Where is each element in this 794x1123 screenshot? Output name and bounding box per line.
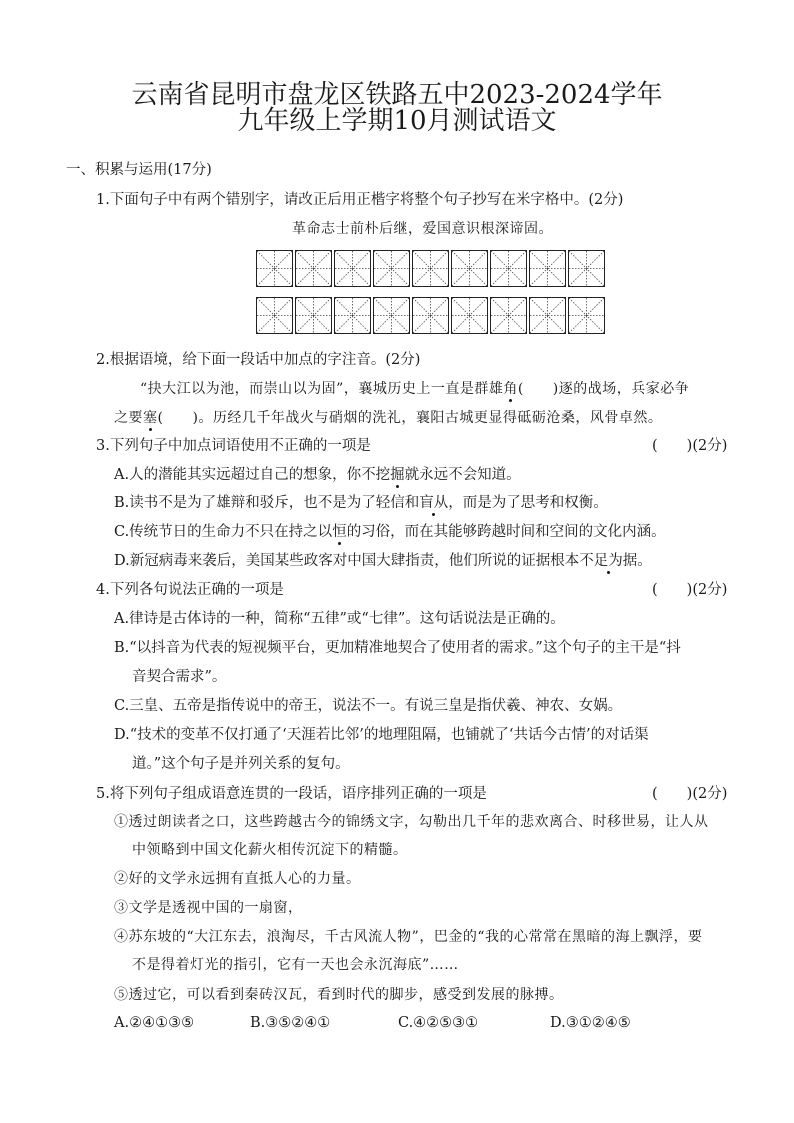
q3-option-d [114, 551, 652, 571]
mizi-grid-cell [490, 250, 527, 287]
q5-option-d: D.③①②④⑤ [550, 1015, 631, 1031]
mizi-grid-cell [256, 297, 293, 334]
dotted-char: 塞 [143, 410, 158, 426]
q4-prompt: 4.下列各句说法正确的一项是 [96, 582, 284, 598]
q5-sentence-5: ⑤透过它，可以看到秦砖汉瓦，看到时代的脚步，感受到发展的脉搏。 [114, 987, 564, 1003]
q1-sentence: 革命志士前朴后继，爱国意识根深谛固。 [292, 221, 553, 237]
q4-option-c: C.三皇、五帝是指传说中的帝王，说法不一。有说三皇是指伏羲、神农、女娲。 [114, 698, 623, 714]
dotted-word: 不足为据 [579, 553, 638, 569]
mizi-grid-cell [373, 250, 410, 287]
mizi-grid-cell [334, 297, 371, 334]
q5-option-c: C.④②⑤③① [398, 1015, 479, 1031]
text: C.传统节日的生命力不只在持之以 [114, 524, 333, 540]
mizi-grid-cell [568, 250, 605, 287]
q5-sentence-2: ②好的文学永远拥有直抵人心的力量。 [114, 871, 361, 887]
q1-prompt: 1.下面句子中有两个错别字，请改正后用正楷字将整个句子抄写在米字格中。(2分) [96, 192, 624, 208]
q5-option-a: A.②④①③⑤ [114, 1015, 195, 1031]
q4-option-a: A.律诗是古体诗的一种，简称“五律”或“七律”。这句话说法是正确的。 [114, 611, 565, 627]
q4-option-b-line-1: B.“以抖音为代表的短视频平台，更加精准地契合了使用者的需求。”这个句子的主干是“抖 [114, 640, 681, 656]
q5-option-b: B.③⑤②④① [250, 1015, 331, 1031]
text: ，而是为了思考和权衡。 [448, 495, 608, 511]
text: A.人的潜能其实远超过自己的想象，你不挖 [114, 467, 391, 483]
mizi-grid-cell [256, 250, 293, 287]
mizi-grid-cell [490, 297, 527, 334]
q5-sentence-4a: ④苏东坡的“大江东去，浪淘尽，千古风流人物”，巴金的“我的心常常在黑暗的海上飘浮，要 [114, 929, 703, 945]
dotted-word: 恒 [332, 524, 347, 540]
text: D.新冠病毒来袭后，美国某些政客对中国大肆指责，他们所说的证据根本 [114, 553, 580, 569]
mizi-grid-cell [568, 297, 605, 334]
text: 的习俗，而在其能够跨越时间和空间的文化内涵。 [346, 524, 666, 540]
q5-sentence-1b: 中领略到中国文化薪火相传沉淀下的精髓。 [132, 842, 408, 858]
mizi-grid-cell [295, 297, 332, 334]
q4-option-b-line-2: 音契合需求”。 [132, 669, 227, 685]
mizi-grid-cell [334, 250, 371, 287]
mizi-grid-cell [451, 250, 488, 287]
q3-option-b [114, 493, 608, 513]
mizi-grid-cell [412, 250, 449, 287]
q2-passage-line-2 [114, 408, 662, 428]
mizi-grid-row-1 [256, 250, 607, 287]
mizi-grid-cell [373, 297, 410, 334]
dotted-char: 角 [503, 381, 518, 397]
q4-option-d-line-1: D.“技术的变革不仅打通了‘天涯若比邻’的地理阻隔，也铺就了‘共话今古情’的对话渠 [114, 727, 649, 743]
text: 就永远不会知道。 [404, 467, 521, 483]
q2-text: “抉大江以为池，而崇山以为固”，襄城历史上一直是群雄 [140, 381, 504, 397]
title-line-2: 九年级上学期10月测试语文 [237, 106, 557, 136]
mizi-grid-cell [451, 297, 488, 334]
text: 。 [637, 553, 652, 569]
title-line-1: 云南省昆明市盘龙区铁路五中2023-2024学年 [131, 80, 663, 110]
q2-text: 之要 [114, 410, 143, 426]
mizi-grid-cell [529, 250, 566, 287]
q5-sentence-3: ③文学是透视中国的一扇窗， [114, 900, 303, 916]
mizi-grid-cell [412, 297, 449, 334]
q5-sentence-1a: ①透过朗读者之口，这些跨越古今的锦绣文字，勾勒出几千年的悲欢离合、时移世易，让人从 [114, 814, 709, 830]
q5-score: ( )(2分) [652, 786, 728, 802]
mizi-grid-cell [529, 297, 566, 334]
text: B.读书不是为了雄辩和驳斥，也不是为了轻信和 [114, 495, 420, 511]
q5-sentence-4b: 不是得着灯光的指引，它有一天也会永沉海底”…… [132, 957, 459, 973]
mizi-grid-cell [295, 250, 332, 287]
dotted-word: 掘 [390, 467, 405, 483]
q3-prompt: 3.下列句子中加点词语使用不正确的一项是 [96, 438, 371, 454]
q3-score: ( )(2分) [652, 438, 728, 454]
q4-option-d-line-2: 道。”这个句子是并列关系的复句。 [132, 756, 350, 772]
answer-blank: ( )逐的战场，兵家必争 [517, 381, 690, 397]
answer-blank: ( )。历经几千年战火与硝烟的洗礼，襄阳古城更显得砥砺沧桑，风骨卓然。 [157, 410, 663, 426]
mizi-grid-row-2 [256, 297, 607, 334]
q3-option-c [114, 522, 666, 542]
q2-prompt: 2.根据语境，给下面一段话中加点的字注音。(2分) [96, 352, 421, 368]
q5-prompt: 5.将下列句子组成语意连贯的一段话，语序排列正确的一项是 [96, 786, 487, 802]
q2-passage-line-1 [140, 379, 689, 399]
q3-option-a [114, 465, 521, 485]
dotted-word: 盲从 [419, 495, 449, 511]
section-heading: 一、积累与运用(17分) [66, 162, 212, 178]
q4-score: ( )(2分) [652, 582, 728, 598]
